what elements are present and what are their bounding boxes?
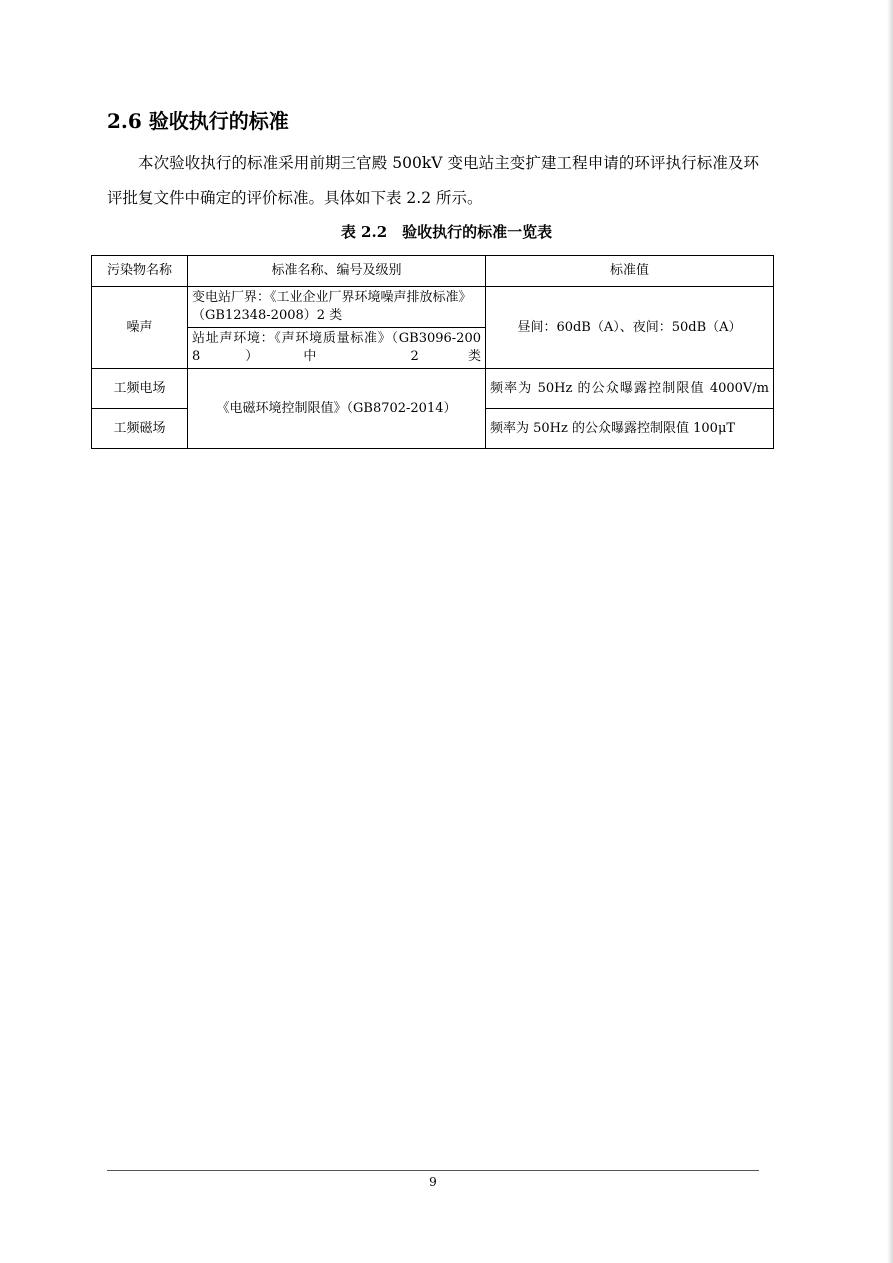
cell-standard-electromagnetic: 《电磁环境控制限值》（GB8702-2014）: [188, 369, 486, 449]
standards-table: [91, 255, 774, 449]
cell-value-electric-field: 频率为 50Hz 的公众曝露控制限值 4000V/m: [486, 369, 774, 409]
table-caption: 表 2.2 验收执行的标准一览表: [340, 223, 553, 241]
cell-standard-noise-site: 站址声环境：《声环境质量标准》（GB3096-2008）中 2 类: [188, 328, 486, 369]
table-row: [92, 369, 774, 409]
cell-pollutant-noise: 噪声: [92, 287, 188, 369]
page-number: 9: [429, 1175, 437, 1189]
header-pollutant: 污染物名称: [92, 256, 188, 287]
cell-pollutant-electric-field: 工频电场: [92, 369, 188, 409]
footer-divider: [107, 1170, 759, 1171]
table-row: [92, 287, 774, 328]
header-value: 标准值: [486, 256, 774, 287]
header-standard: 标准名称、编号及级别: [188, 256, 486, 287]
cell-standard-noise-boundary: 变电站厂界：《工业企业厂界环境噪声排放标准》（GB12348-2008）2 类: [188, 287, 486, 328]
page-edge-shadow: [887, 0, 893, 1263]
section-heading: 2.6 验收执行的标准: [107, 109, 289, 133]
cell-value-magnetic-field: 频率为 50Hz 的公众曝露控制限值 100μT: [486, 409, 774, 449]
cell-value-noise: 昼间：60dB（A）、夜间：50dB（A）: [486, 287, 774, 369]
table-header-row: [92, 256, 774, 287]
body-paragraph: 本次验收执行的标准采用前期三官殿 500kV 变电站主变扩建工程申请的环评执行标准及环评批复文件中确定的评价标准。具体如下表 2.2 所示。: [107, 154, 759, 207]
cell-pollutant-magnetic-field: 工频磁场: [92, 409, 188, 449]
